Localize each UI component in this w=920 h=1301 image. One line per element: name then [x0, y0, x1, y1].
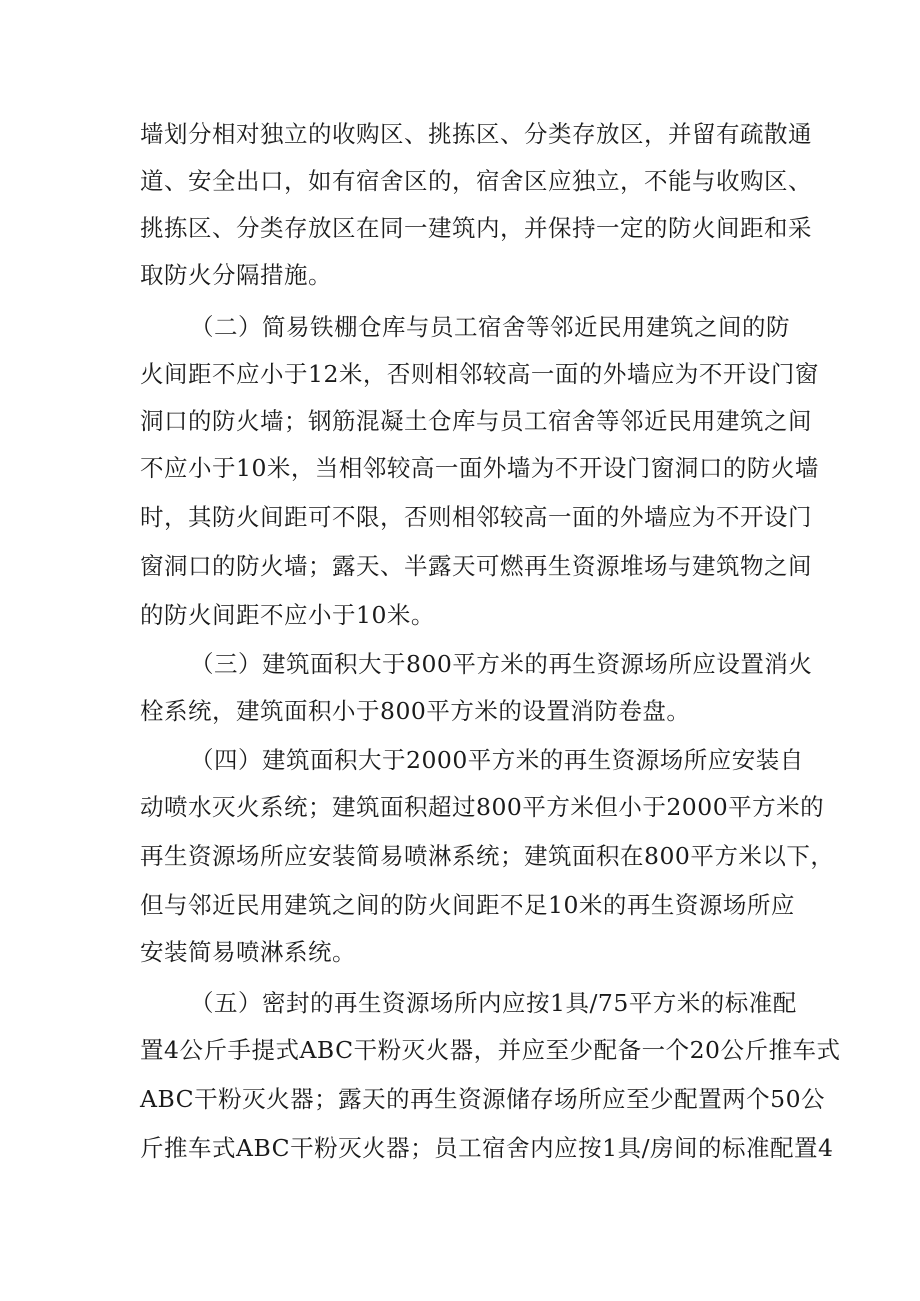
- text-line: 道、安全出口，如有宿舍区的，宿舍区应独立，不能与收购区、: [140, 167, 812, 195]
- text-line: 不应小于10米，当相邻较高一面外墙为不开设门窗洞口的防火墙: [140, 454, 819, 482]
- text-line: 置4公斤手提式ABC干粉灭火器，并应至少配备一个20公斤推车式: [140, 1036, 841, 1064]
- text-line: 斤推车式ABC干粉灭火器；员工宿舍内应按1具/房间的标准配置4: [140, 1134, 834, 1162]
- text-line: 窗洞口的防火墙；露天、半露天可燃再生资源堆场与建筑物之间: [140, 552, 812, 580]
- text-line: 洞口的防火墙；钢筋混凝土仓库与员工宿舍等邻近民用建筑之间: [140, 407, 812, 435]
- text-line: 挑拣区、分类存放区在同一建筑内，并保持一定的防火间距和采: [140, 214, 812, 242]
- text-line: 安装简易喷淋系统。: [140, 938, 356, 966]
- text-line: 再生资源场所应安装简易喷淋系统；建筑面积在800平方米以下，: [140, 842, 835, 870]
- text-line: 的防火间距不应小于10米。: [140, 601, 435, 629]
- text-line: 火间距不应小于12米，否则相邻较高一面的外墙应为不开设门窗: [140, 360, 819, 388]
- paragraph-2-first-line: （二）简易铁棚仓库与员工宿舍等邻近民用建筑之间的防: [190, 313, 790, 341]
- text-line: 墙划分相对独立的收购区、挑拣区、分类存放区，并留有疏散通: [140, 120, 812, 148]
- text-line: 取防火分隔措施。: [140, 261, 332, 289]
- text-line: 动喷水灭火系统；建筑面积超过800平方米但小于2000平方米的: [140, 793, 825, 821]
- text-line: 但与邻近民用建筑之间的防火间距不足10米的再生资源场所应: [140, 891, 795, 919]
- paragraph-5-first-line: （五）密封的再生资源场所内应按1具/75平方米的标准配: [190, 989, 797, 1017]
- text-line: ABC干粉灭火器；露天的再生资源储存场所应至少配置两个50公: [140, 1085, 826, 1113]
- text-line: 时，其防火间距可不限，否则相邻较高一面的外墙应为不开设门: [140, 503, 812, 531]
- paragraph-3-first-line: （三）建筑面积大于800平方米的再生资源场所应设置消火: [190, 650, 813, 678]
- paragraph-4-first-line: （四）建筑面积大于2000平方米的再生资源场所应安装自: [190, 746, 804, 774]
- text-line: 栓系统，建筑面积小于800平方米的设置消防卷盘。: [140, 697, 691, 725]
